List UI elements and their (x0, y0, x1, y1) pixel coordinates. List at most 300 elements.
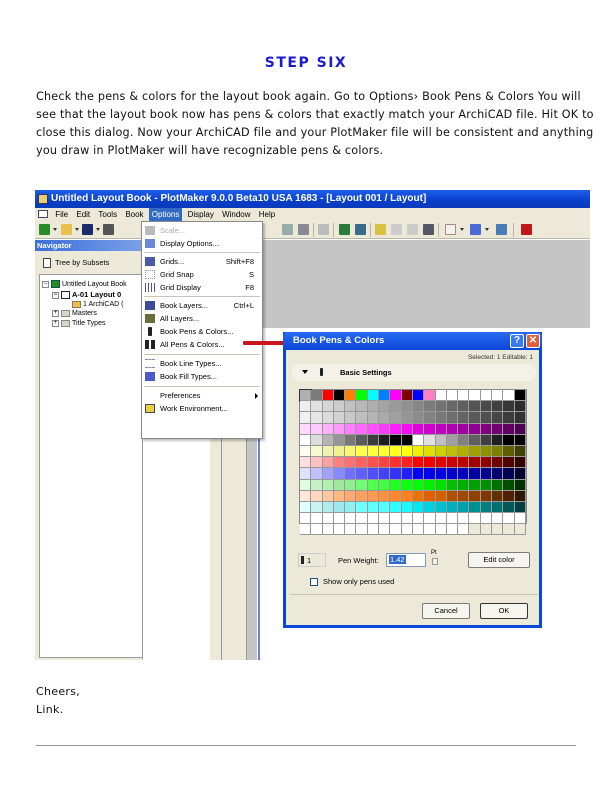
menu-display[interactable]: Display (187, 210, 214, 219)
pen-swatch[interactable] (300, 524, 311, 535)
pen-swatch[interactable] (481, 513, 492, 524)
menu-item-all-layers[interactable]: All Layers... (142, 312, 262, 325)
pen-swatch[interactable] (447, 412, 458, 423)
pen-swatch[interactable] (503, 446, 514, 457)
pen-swatch[interactable] (334, 491, 345, 502)
show-only-pens-used-checkbox[interactable] (310, 578, 318, 586)
pen-swatch[interactable] (458, 513, 469, 524)
zoom-icon[interactable] (318, 224, 329, 235)
pen-swatch[interactable] (447, 491, 458, 502)
menu-item-grid-display[interactable]: Grid Display F8 (142, 281, 262, 294)
pen-swatch[interactable] (368, 513, 379, 524)
pen-swatch[interactable] (481, 457, 492, 468)
menu-item-preferences[interactable]: Preferences (142, 389, 262, 402)
pen-swatch[interactable] (503, 513, 514, 524)
menu-book[interactable]: Book (125, 210, 144, 219)
pen-swatch[interactable] (481, 468, 492, 479)
pen-swatch[interactable] (503, 480, 514, 491)
pen-swatch[interactable] (424, 502, 435, 513)
menu-file[interactable]: File (55, 210, 69, 219)
pen-swatch[interactable] (413, 401, 424, 412)
pen-swatch[interactable] (345, 468, 356, 479)
pen-swatch[interactable] (492, 401, 503, 412)
pen-swatch[interactable] (447, 468, 458, 479)
help-button[interactable]: ? (510, 334, 524, 348)
pen-swatch[interactable] (368, 390, 379, 401)
dropdown-arrow-icon[interactable] (75, 228, 79, 231)
pen-swatch[interactable] (436, 491, 447, 502)
pen-swatch[interactable] (436, 513, 447, 524)
pen-swatch[interactable] (413, 524, 424, 535)
pen-swatch[interactable] (436, 480, 447, 491)
pen-swatch[interactable] (390, 491, 401, 502)
pen-swatch[interactable] (481, 480, 492, 491)
pen-swatch[interactable] (413, 446, 424, 457)
tree-item-masters[interactable]: + Masters (53, 309, 97, 317)
pen-swatch[interactable] (469, 502, 480, 513)
pen-swatch[interactable] (469, 390, 480, 401)
ok-button[interactable]: OK (480, 603, 528, 619)
pen-swatch[interactable] (436, 502, 447, 513)
pen-swatch[interactable] (515, 468, 526, 479)
pen-swatch[interactable] (368, 401, 379, 412)
menu-help[interactable]: Help (258, 210, 276, 219)
pen-swatch[interactable] (515, 457, 526, 468)
pen-swatch[interactable] (345, 480, 356, 491)
pen-swatch[interactable] (356, 524, 367, 535)
pen-swatch[interactable] (469, 513, 480, 524)
pen-swatch[interactable] (379, 480, 390, 491)
pen-swatch[interactable] (311, 435, 322, 446)
pen-swatch[interactable] (311, 502, 322, 513)
pen-swatch[interactable] (323, 480, 334, 491)
menu-item-grid-snap[interactable]: Grid Snap S (142, 268, 262, 281)
pen-swatch[interactable] (402, 502, 413, 513)
pen-swatch[interactable] (458, 457, 469, 468)
pen-swatch[interactable] (345, 502, 356, 513)
pen-swatch[interactable] (379, 401, 390, 412)
pen-swatch[interactable] (345, 424, 356, 435)
pen-swatch[interactable] (424, 390, 435, 401)
pen-swatch[interactable] (311, 457, 322, 468)
pen-swatch[interactable] (368, 424, 379, 435)
pen-swatch[interactable] (368, 446, 379, 457)
pen-swatch[interactable] (334, 412, 345, 423)
dropdown-arrow-icon[interactable] (96, 228, 100, 231)
pen-swatch[interactable] (481, 446, 492, 457)
pen-swatch[interactable] (334, 424, 345, 435)
pen-swatch[interactable] (424, 491, 435, 502)
pen-swatch[interactable] (379, 491, 390, 502)
pen-swatch[interactable] (368, 502, 379, 513)
pen-swatch[interactable] (300, 480, 311, 491)
pen-swatch[interactable] (469, 457, 480, 468)
pen-swatch[interactable] (413, 435, 424, 446)
pen-swatch[interactable] (515, 491, 526, 502)
print-icon[interactable] (103, 224, 114, 235)
pen-swatch[interactable] (334, 524, 345, 535)
pen-swatch[interactable] (515, 513, 526, 524)
pen-swatch[interactable] (323, 424, 334, 435)
pen-swatch[interactable] (503, 457, 514, 468)
pen-swatch[interactable] (356, 468, 367, 479)
pen-swatch[interactable] (481, 412, 492, 423)
menu-item-book-fill-types[interactable]: Book Fill Types... (142, 370, 262, 383)
pen-swatch[interactable] (458, 435, 469, 446)
pen-swatch[interactable] (402, 513, 413, 524)
pen-swatch[interactable] (390, 457, 401, 468)
pen-swatch[interactable] (368, 480, 379, 491)
pen-swatch[interactable] (436, 424, 447, 435)
pen-swatch[interactable] (334, 480, 345, 491)
pen-swatch[interactable] (469, 446, 480, 457)
pen-swatch[interactable] (323, 524, 334, 535)
pen-swatch[interactable] (345, 491, 356, 502)
pen-swatch[interactable] (368, 435, 379, 446)
pen-swatch[interactable] (311, 446, 322, 457)
cancel-button[interactable]: Cancel (422, 603, 470, 619)
pen-swatch[interactable] (515, 412, 526, 423)
pen-swatch[interactable] (300, 424, 311, 435)
pen-swatch[interactable] (492, 412, 503, 423)
pen-swatch[interactable] (334, 390, 345, 401)
pen-swatch[interactable] (356, 390, 367, 401)
pen-swatch[interactable] (515, 390, 526, 401)
pen-swatch[interactable] (323, 446, 334, 457)
pen-swatch[interactable] (447, 524, 458, 535)
pen-swatch[interactable] (503, 390, 514, 401)
pen-swatch[interactable] (458, 424, 469, 435)
pen-swatch[interactable] (447, 457, 458, 468)
pen-swatch[interactable] (436, 412, 447, 423)
pen-swatch[interactable] (447, 502, 458, 513)
pen-swatch[interactable] (356, 457, 367, 468)
menu-options[interactable]: Options (149, 208, 183, 221)
pen-swatch[interactable] (356, 480, 367, 491)
pen-swatch[interactable] (345, 513, 356, 524)
menu-edit[interactable]: Edit (76, 210, 91, 219)
pen-swatch[interactable] (492, 524, 503, 535)
layout-settings-icon[interactable] (355, 224, 366, 235)
pen-swatch[interactable] (356, 401, 367, 412)
pen-swatch[interactable] (356, 502, 367, 513)
save-icon[interactable] (82, 224, 93, 235)
tree-item-title-types[interactable]: + Title Types (53, 319, 106, 327)
pen-swatch[interactable] (300, 446, 311, 457)
pen-swatch[interactable] (481, 424, 492, 435)
pen-swatch[interactable] (413, 424, 424, 435)
pen-swatch[interactable] (311, 412, 322, 423)
menu-item-display-options[interactable]: Display Options... (142, 237, 262, 250)
pen-swatch[interactable] (311, 390, 322, 401)
pen-swatch[interactable] (503, 491, 514, 502)
menu-item-grids[interactable]: Grids... Shift+F8 (142, 255, 262, 268)
pen-swatch[interactable] (503, 401, 514, 412)
menu-item-book-line-types[interactable]: Book Line Types... (142, 357, 262, 370)
pen-swatch[interactable] (390, 412, 401, 423)
select-frame-icon[interactable] (445, 224, 456, 235)
pen-swatch[interactable] (436, 390, 447, 401)
pen-swatch[interactable] (481, 491, 492, 502)
pen-swatch[interactable] (300, 412, 311, 423)
pen-swatch[interactable] (503, 502, 514, 513)
pen-swatch[interactable] (390, 424, 401, 435)
pen-swatch[interactable] (300, 390, 311, 401)
pen-swatch[interactable] (334, 468, 345, 479)
pen-swatch[interactable] (413, 457, 424, 468)
pen-swatch[interactable] (481, 502, 492, 513)
edit-color-button[interactable]: Edit color (468, 552, 530, 568)
pen-swatch[interactable] (469, 401, 480, 412)
pen-swatch[interactable] (345, 524, 356, 535)
pen-swatch[interactable] (368, 468, 379, 479)
pen-swatch[interactable] (379, 502, 390, 513)
pen-swatch[interactable] (413, 390, 424, 401)
pen-swatch[interactable] (300, 401, 311, 412)
pen-swatch[interactable] (424, 513, 435, 524)
pen-swatch[interactable] (356, 424, 367, 435)
pen-swatch[interactable] (436, 446, 447, 457)
pen-swatch[interactable] (345, 401, 356, 412)
pen-swatch[interactable] (503, 424, 514, 435)
pen-swatch[interactable] (323, 412, 334, 423)
pen-swatch[interactable] (424, 468, 435, 479)
pen-swatch[interactable] (447, 513, 458, 524)
pen-swatch[interactable] (300, 457, 311, 468)
drawing-manager-icon[interactable] (423, 224, 434, 235)
menu-item-book-layers[interactable]: Book Layers... Ctrl+L (142, 299, 262, 312)
pen-swatch[interactable] (503, 435, 514, 446)
copy-icon[interactable] (282, 224, 293, 235)
pen-swatch[interactable] (481, 390, 492, 401)
tree-by-subsets-tab[interactable]: Tree by Subsets (39, 256, 139, 270)
pen-swatch[interactable] (390, 435, 401, 446)
pen-swatch[interactable] (345, 457, 356, 468)
pen-swatch[interactable] (458, 468, 469, 479)
pen-swatch[interactable] (436, 524, 447, 535)
pen-swatch[interactable] (515, 401, 526, 412)
pen-swatch[interactable] (458, 491, 469, 502)
pen-swatch[interactable] (311, 513, 322, 524)
pen-swatch[interactable] (469, 468, 480, 479)
pen-swatch[interactable] (413, 502, 424, 513)
pen-swatch[interactable] (345, 390, 356, 401)
pen-swatch[interactable] (436, 468, 447, 479)
pen-swatch[interactable] (469, 424, 480, 435)
pen-swatch[interactable] (311, 524, 322, 535)
pen-swatch[interactable] (447, 435, 458, 446)
pen-swatch[interactable] (311, 424, 322, 435)
pen-swatch[interactable] (368, 491, 379, 502)
pen-swatch[interactable] (458, 390, 469, 401)
pen-swatch[interactable] (368, 412, 379, 423)
pen-swatch[interactable] (469, 480, 480, 491)
pen-swatch[interactable] (469, 491, 480, 502)
layout-workarea[interactable] (255, 240, 590, 328)
open-folder-icon[interactable] (61, 224, 72, 235)
pen-swatch[interactable] (413, 491, 424, 502)
pen-swatch[interactable] (323, 491, 334, 502)
menu-tools[interactable]: Tools (98, 210, 118, 219)
pen-swatch[interactable] (390, 468, 401, 479)
pen-color-palette[interactable] (299, 389, 527, 524)
pen-swatch[interactable] (481, 435, 492, 446)
pen-swatch[interactable] (323, 457, 334, 468)
pen-swatch[interactable] (424, 401, 435, 412)
pen-swatch[interactable] (311, 491, 322, 502)
pen-swatch[interactable] (447, 424, 458, 435)
dropdown-arrow-icon[interactable] (485, 228, 489, 231)
paste-icon[interactable] (298, 224, 309, 235)
pen-swatch[interactable] (492, 390, 503, 401)
pen-swatch[interactable] (424, 412, 435, 423)
pen-swatch[interactable] (481, 524, 492, 535)
pen-swatch[interactable] (345, 412, 356, 423)
pen-swatch[interactable] (492, 446, 503, 457)
pen-swatch[interactable] (413, 513, 424, 524)
expand-toggle[interactable]: + (53, 309, 58, 316)
pen-swatch[interactable] (379, 390, 390, 401)
pen-swatch[interactable] (481, 401, 492, 412)
pen-swatch[interactable] (402, 468, 413, 479)
pen-swatch[interactable] (413, 468, 424, 479)
dropdown-arrow-icon[interactable] (53, 228, 57, 231)
pen-swatch[interactable] (515, 446, 526, 457)
unit-dropdown[interactable] (432, 558, 438, 565)
pen-swatch[interactable] (492, 480, 503, 491)
pen-swatch[interactable] (390, 480, 401, 491)
pen-swatch[interactable] (402, 480, 413, 491)
layout-info-icon[interactable] (339, 224, 350, 235)
pen-swatch[interactable] (402, 424, 413, 435)
pen-swatch[interactable] (447, 480, 458, 491)
pen-swatch[interactable] (390, 401, 401, 412)
pen-swatch[interactable] (492, 457, 503, 468)
pen-swatch[interactable] (424, 435, 435, 446)
pen-swatch[interactable] (379, 513, 390, 524)
pen-swatch[interactable] (402, 435, 413, 446)
pen-swatch[interactable] (503, 524, 514, 535)
drawing-icon[interactable] (375, 224, 386, 235)
pen-swatch[interactable] (300, 502, 311, 513)
pen-swatch[interactable] (334, 502, 345, 513)
pen-swatch[interactable] (402, 524, 413, 535)
pen-swatch[interactable] (515, 424, 526, 435)
pen-swatch[interactable] (402, 491, 413, 502)
pen-swatch[interactable] (379, 468, 390, 479)
collapse-toggle[interactable]: − (53, 291, 58, 298)
pen-swatch[interactable] (379, 446, 390, 457)
pen-swatch[interactable] (379, 524, 390, 535)
pen-swatch[interactable] (458, 412, 469, 423)
pen-swatch[interactable] (436, 457, 447, 468)
pen-swatch[interactable] (323, 502, 334, 513)
pen-swatch[interactable] (379, 412, 390, 423)
pen-swatch[interactable] (356, 491, 367, 502)
pen-swatch[interactable] (390, 446, 401, 457)
pen-swatch[interactable] (311, 480, 322, 491)
pen-swatch[interactable] (311, 401, 322, 412)
pen-swatch[interactable] (334, 435, 345, 446)
pen-swatch[interactable] (436, 435, 447, 446)
collapse-triangle-icon[interactable] (302, 370, 308, 374)
menu-item-work-environment[interactable]: Work Environment... (142, 402, 262, 415)
tree-item-layout[interactable]: − A-01 Layout 0 (53, 290, 122, 299)
pen-swatch[interactable] (492, 502, 503, 513)
pen-swatch[interactable] (492, 424, 503, 435)
pen-swatch[interactable] (379, 424, 390, 435)
pen-weight-input[interactable]: 1.42 (386, 553, 426, 567)
pen-tool-icon[interactable] (470, 224, 481, 235)
pen-swatch[interactable] (413, 412, 424, 423)
pen-swatch[interactable] (447, 390, 458, 401)
pen-swatch[interactable] (492, 435, 503, 446)
pen-swatch[interactable] (323, 513, 334, 524)
new-book-icon[interactable] (39, 224, 50, 235)
pen-swatch[interactable] (469, 524, 480, 535)
pen-swatch[interactable] (368, 524, 379, 535)
pen-swatch[interactable] (515, 524, 526, 535)
pen-swatch[interactable] (492, 491, 503, 502)
pen-swatch[interactable] (424, 446, 435, 457)
pen-swatch[interactable] (469, 435, 480, 446)
menu-window[interactable]: Window (222, 210, 251, 219)
pen-swatch[interactable] (300, 513, 311, 524)
pen-swatch[interactable] (503, 468, 514, 479)
pen-swatch[interactable] (300, 435, 311, 446)
pen-swatch[interactable] (356, 513, 367, 524)
pen-swatch[interactable] (368, 457, 379, 468)
pen-swatch[interactable] (323, 435, 334, 446)
publish-icon[interactable] (521, 224, 532, 235)
pen-swatch[interactable] (515, 502, 526, 513)
pen-swatch[interactable] (379, 457, 390, 468)
pen-swatch[interactable] (323, 468, 334, 479)
pen-swatch[interactable] (300, 468, 311, 479)
pen-swatch[interactable] (323, 401, 334, 412)
menu-item-all-pens-colors[interactable]: All Pens & Colors... (142, 338, 262, 351)
basic-settings-panel[interactable] (292, 364, 536, 381)
pen-swatch[interactable] (503, 412, 514, 423)
pen-swatch[interactable] (469, 412, 480, 423)
pen-swatch[interactable] (390, 502, 401, 513)
pen-swatch[interactable] (492, 513, 503, 524)
pen-swatch[interactable] (402, 401, 413, 412)
pen-swatch[interactable] (402, 457, 413, 468)
pen-swatch[interactable] (356, 435, 367, 446)
pen-swatch[interactable] (345, 435, 356, 446)
pen-swatch[interactable] (458, 480, 469, 491)
pen-swatch[interactable] (356, 412, 367, 423)
pen-swatch[interactable] (458, 401, 469, 412)
pen-swatch[interactable] (515, 435, 526, 446)
pen-swatch[interactable] (390, 390, 401, 401)
display-icon[interactable] (496, 224, 507, 235)
tree-item-drawing[interactable]: 1 ArchiCAD ( (72, 300, 123, 309)
pen-swatch[interactable] (323, 390, 334, 401)
pen-swatch[interactable] (379, 435, 390, 446)
pen-swatch[interactable] (345, 446, 356, 457)
pen-swatch[interactable] (424, 480, 435, 491)
pen-swatch[interactable] (413, 480, 424, 491)
pen-swatch[interactable] (447, 401, 458, 412)
pen-swatch[interactable] (424, 424, 435, 435)
pen-swatch[interactable] (447, 446, 458, 457)
pen-swatch[interactable] (334, 457, 345, 468)
menu-item-book-pens-colors[interactable]: Book Pens & Colors... (142, 325, 262, 338)
pen-swatch[interactable] (424, 457, 435, 468)
pen-swatch[interactable] (334, 401, 345, 412)
